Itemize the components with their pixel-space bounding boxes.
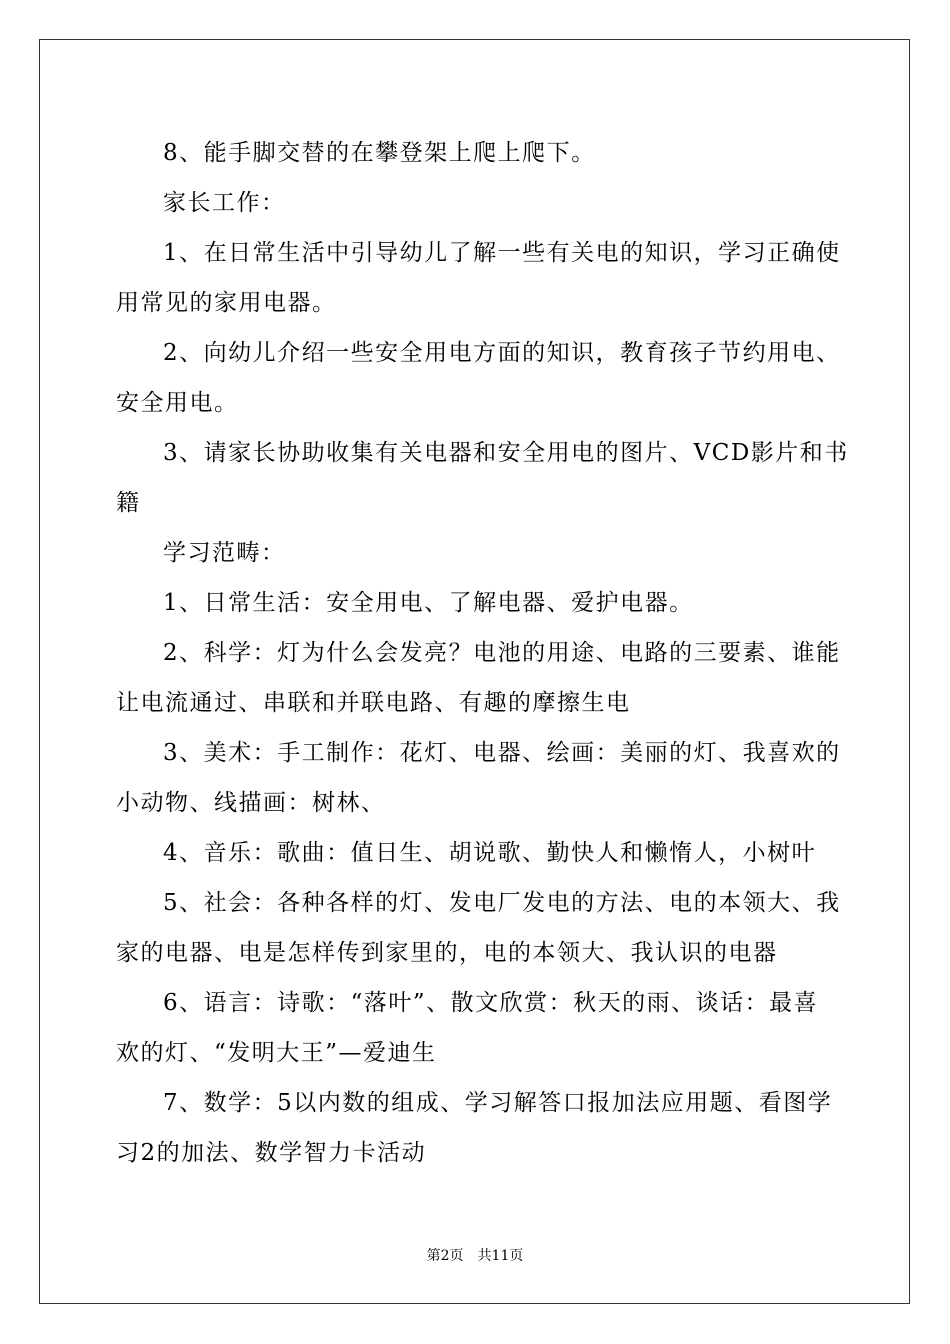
text-line: 6、语言：诗歌：“落叶”、散文欣赏：秋天的雨、谈话：最喜 (163, 990, 819, 1016)
text-line: 欢的灯、“发明大王”—爱迪生 (116, 1040, 437, 1066)
text-line: 家的电器、电是怎样传到家里的，电的本领大、我认识的电器 (116, 940, 778, 966)
document-body (116, 128, 849, 1178)
text-line: 籍 (116, 490, 141, 516)
text-line: 1、在日常生活中引导幼儿了解一些有关电的知识，学习正确使 (163, 240, 841, 266)
text-line: 1、日常生活：安全用电、了解电器、爱护电器。 (163, 590, 694, 616)
text-line: 2、科学：灯为什么会发亮？电池的用途、电路的三要素、谁能 (163, 640, 841, 666)
page-footer: 第2页 共11页 (426, 1248, 524, 1264)
text-line: 家长工作： (163, 190, 286, 216)
text-line: 5、社会：各种各样的灯、发电厂发电的方法、电的本领大、我 (163, 890, 841, 916)
text-line: 8、能手脚交替的在攀登架上爬上爬下。 (163, 140, 596, 166)
text-line: 小动物、线描画：树林、 (116, 790, 386, 816)
text-line: 安全用电。 (116, 390, 239, 416)
text-line: 2、向幼儿介绍一些安全用电方面的知识，教育孩子节约用电、 (163, 340, 841, 366)
text-line: 让电流通过、串联和并联电路、有趣的摩擦生电 (116, 690, 631, 716)
text-line: 3、美术：手工制作：花灯、电器、绘画：美丽的灯、我喜欢的 (163, 740, 841, 766)
text-line: 学习范畴： (163, 540, 286, 566)
text-line: 7、数学：5以内数的组成、学习解答口报加法应用题、看图学 (163, 1090, 833, 1116)
text-line: 用常见的家用电器。 (116, 290, 337, 316)
text-line: 习2的加法、数学智力卡活动 (116, 1140, 427, 1166)
text-line: 3、请家长协助收集有关电器和安全用电的图片、VCD影片和书 (163, 440, 849, 466)
text-line: 4、音乐：歌曲：值日生、胡说歌、勤快人和懒惰人，小树叶 (163, 840, 817, 866)
